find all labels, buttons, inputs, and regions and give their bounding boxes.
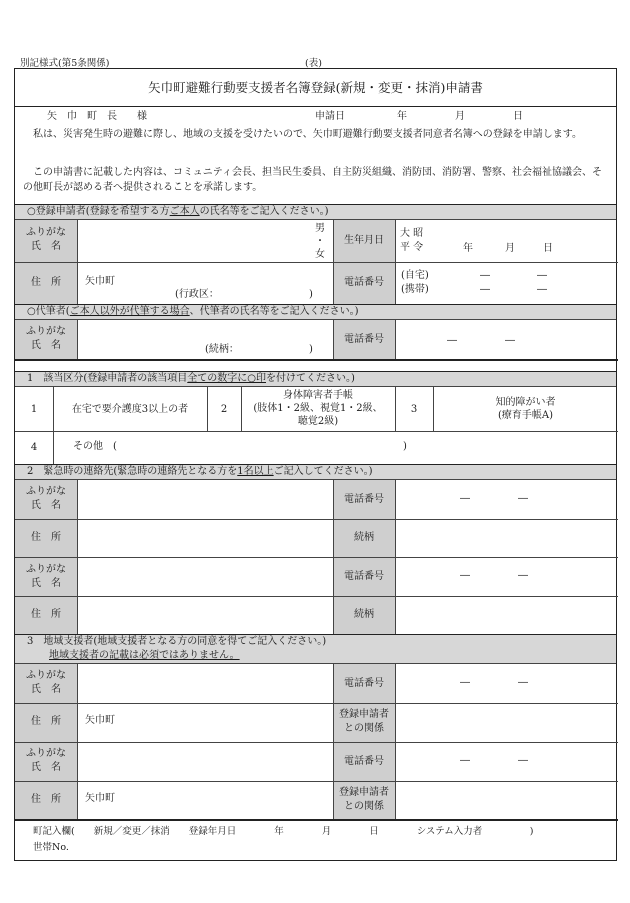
dash: ― bbox=[460, 755, 470, 766]
category-2-label: 身体障害者手帳 (肢体1・2級、視覚1・2級、 聴覚2級) bbox=[253, 390, 383, 427]
dash: ― bbox=[518, 570, 528, 581]
side-label: (表) bbox=[305, 58, 322, 69]
intro-paragraph-1: 私は、災害発生時の避難に際し、地域の支援を受けたいので、矢巾町避難行動要支援者同意者名簿への登録を申請します。 bbox=[33, 129, 582, 140]
dash: ― bbox=[480, 284, 490, 295]
dash: ― bbox=[480, 270, 490, 281]
form-reference: 別記様式(第5条関係) bbox=[20, 58, 110, 69]
dash: ― bbox=[518, 493, 528, 504]
supporter-2-address-label: 住 所 bbox=[31, 794, 61, 805]
dash: ― bbox=[505, 335, 515, 346]
birth-day: 日 bbox=[543, 243, 553, 254]
supporter-heading: 3 地域支援者(地域支援者となる方の同意を得てご記入ください。) 地域支援者の記載は必須ではありません。 bbox=[15, 634, 616, 664]
supporter-1-name-label: ふりがな 氏 名 bbox=[26, 670, 66, 695]
supporter-2-name-label: ふりがな 氏 名 bbox=[26, 748, 66, 773]
birth-year: 年 bbox=[463, 243, 473, 254]
apply-date-year: 年 bbox=[397, 111, 407, 122]
applicant-phone-label: 電話番号 bbox=[344, 277, 384, 288]
category-heading: 1 該当区分(登録申請者の該当項目全ての数字に○印を付けてください。) bbox=[15, 371, 616, 387]
applicant-name-label: ふりがな 氏 名 bbox=[26, 227, 66, 252]
emergency-2-address-label: 住 所 bbox=[31, 609, 61, 620]
category-4-number[interactable]: 4 bbox=[30, 442, 38, 453]
application-form bbox=[14, 68, 617, 861]
dash: ― bbox=[447, 335, 457, 346]
office-use-line-1: 町記入欄( 新規／変更／抹消 登録年月日 年 月 日 システム入力者 ) bbox=[33, 826, 534, 837]
dash: ― bbox=[537, 284, 547, 295]
birth-month: 月 bbox=[505, 243, 515, 254]
applicant-address-label: 住 所 bbox=[31, 277, 61, 288]
proxy-heading: ○代筆者(ご本人以外が代筆する場合、代筆者の氏名等をご記入ください。) bbox=[15, 304, 616, 320]
apply-date-label: 申請日 bbox=[315, 111, 345, 122]
emergency-2-relation-label: 続柄 bbox=[354, 609, 374, 620]
household-number-label: 世帯No. bbox=[33, 842, 69, 853]
dash: ― bbox=[460, 677, 470, 688]
proxy-name-label: ふりがな 氏 名 bbox=[26, 326, 66, 351]
era-options[interactable]: 大 昭 平 令 bbox=[400, 228, 424, 253]
dash: ― bbox=[460, 493, 470, 504]
dash: ― bbox=[537, 270, 547, 281]
category-3-label: 知的障がい者 (療育手帳A) bbox=[495, 397, 556, 421]
supporter-2-relation-label: 登録申請者 との関係 bbox=[339, 787, 389, 812]
category-4-label: その他 ( bbox=[73, 441, 117, 452]
supporter-2-phone-label: 電話番号 bbox=[344, 756, 384, 767]
supporter-1-phone-label: 電話番号 bbox=[344, 678, 384, 689]
phone-mobile: (携帯) bbox=[401, 284, 429, 295]
category-2-number[interactable]: 2 bbox=[220, 404, 228, 415]
applicant-town: 矢巾町 bbox=[85, 276, 115, 287]
dash: ― bbox=[460, 570, 470, 581]
supporter-1-address-label: 住 所 bbox=[31, 716, 61, 727]
form-title: 矢巾町避難行動要支援者名簿登録(新規・変更・抹消)申請書 bbox=[15, 69, 616, 107]
emergency-1-address-label: 住 所 bbox=[31, 532, 61, 543]
category-3-number[interactable]: 3 bbox=[410, 404, 418, 415]
proxy-relation-close: ) bbox=[309, 344, 313, 355]
category-1-number[interactable]: 1 bbox=[30, 404, 38, 415]
supporter-1-town: 矢巾町 bbox=[85, 715, 115, 726]
applicant-heading: ○登録申請者(登録を希望する方ご本人の氏名等をご記入ください。) bbox=[15, 204, 616, 220]
emergency-1-phone-label: 電話番号 bbox=[344, 494, 384, 505]
emergency-1-name-label: ふりがな 氏 名 bbox=[26, 486, 66, 511]
apply-date-month: 月 bbox=[455, 111, 465, 122]
emergency-heading: 2 緊急時の連絡先(緊急時の連絡先となる方を1名以上ご記入してください。) bbox=[15, 464, 616, 480]
supporter-1-relation-label: 登録申請者 との関係 bbox=[339, 709, 389, 734]
gender-option[interactable]: 男 ・ 女 bbox=[315, 223, 325, 260]
district-label: (行政区： bbox=[175, 289, 219, 300]
supporter-2-town: 矢巾町 bbox=[85, 793, 115, 804]
district-close: ) bbox=[309, 289, 313, 300]
intro-paragraph-2: この申請書に記載した内容は、コミュニティ会長、担当民生委員、自主防災組織、消防団、消防署、警察、社会福祉協議会、その他町長が認める者へ提供されることを承諾します。 bbox=[23, 167, 602, 193]
category-1-label: 在宅で要介護度3以上の者 bbox=[71, 404, 189, 415]
proxy-relation-label: (続柄： bbox=[205, 344, 239, 355]
proxy-phone-label: 電話番号 bbox=[344, 334, 384, 345]
addressee: 矢 巾 町 長 様 bbox=[47, 111, 147, 122]
dash: ― bbox=[518, 677, 528, 688]
apply-date-day: 日 bbox=[513, 111, 523, 122]
emergency-2-name-label: ふりがな 氏 名 bbox=[26, 564, 66, 589]
category-4-close: ) bbox=[403, 441, 407, 452]
birthdate-label: 生年月日 bbox=[344, 235, 384, 246]
emergency-1-relation-label: 続柄 bbox=[354, 532, 374, 543]
dash: ― bbox=[518, 755, 528, 766]
emergency-2-phone-label: 電話番号 bbox=[344, 571, 384, 582]
phone-home: (自宅) bbox=[401, 270, 429, 281]
